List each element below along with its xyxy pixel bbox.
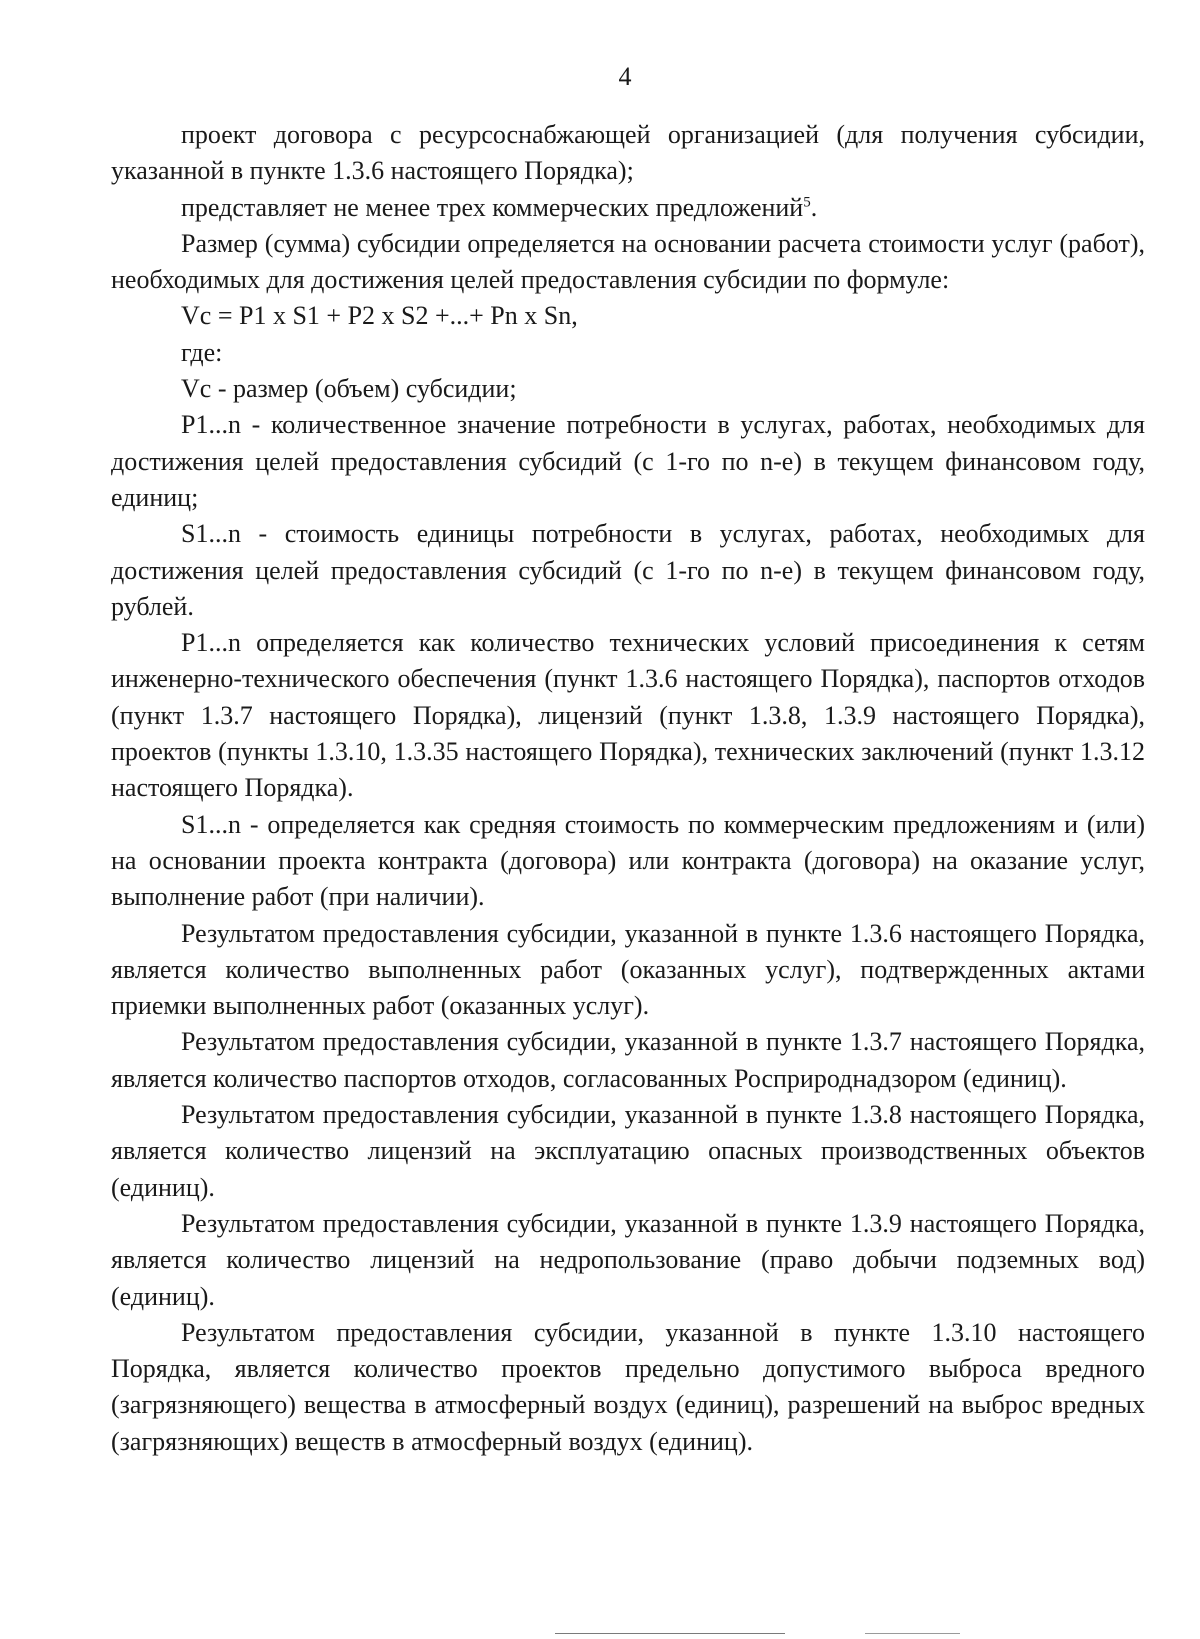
definition-s: S1...n - стоимость единицы потребности в услугах, работах, необходимых для достижения целей предоставления субсидий (с 1-го по n-е) в текущем финансовом году, рублей. <box>111 519 1145 621</box>
paragraph-where: где: <box>181 337 223 367</box>
definition-p: P1...n - количественное значение потребности в услугах, работах, необходимых для достижения целей предоставления субсидий (с 1-го по n-е) в текущем финансовом году, единиц; <box>111 410 1145 512</box>
commercial-offers-text: представляет не менее трех коммерческих предложений <box>181 192 804 222</box>
document-body <box>111 117 1145 1460</box>
definition-vc: Vc - размер (объем) субсидии; <box>181 374 517 404</box>
paragraph-result-1-3-8: Результатом предоставления субсидии, указанной в пункте 1.3.8 настоящего Порядка, является количество лицензий на эксплуатацию опасных производственных объектов (единиц). <box>111 1100 1145 1202</box>
paragraph-commercial-offers <box>111 190 1145 226</box>
paragraph-s-determination: S1...n - определяется как средняя стоимость по коммерческим предложениям и (или) на основании проекта контракта (договора) или контракта (договора) на оказание услуг, выполнение работ (при наличии). <box>111 809 1145 912</box>
page-number: 4 <box>618 62 632 91</box>
paragraph-result-1-3-7: Результатом предоставления субсидии, указанной в пункте 1.3.7 настоящего Порядка, является количество паспортов отходов, согласованных Росприроднадзором (единиц). <box>111 1027 1145 1093</box>
footnote-separator <box>555 1633 785 1634</box>
paragraph-result-1-3-9: Результатом предоставления субсидии, указанной в пункте 1.3.9 настоящего Порядка, является количество лицензий на недропользование (право добычи подземных вод) (единиц). <box>111 1208 1145 1311</box>
footnote-reference[interactable]: 5 <box>803 193 811 210</box>
footnote-separator-segment <box>865 1633 960 1634</box>
paragraph-result-1-3-10: Результатом предоставления субсидии, указанной в пункте 1.3.10 настоящего Порядка, является количество проектов предельно допустимого выброса вредного (загрязняющего) вещества в атмосферный воздух (единиц), разрешений на выброс вредных (загрязняющих) веществ в атмосферный воздух (единиц). <box>111 1317 1145 1456</box>
paragraph-subsidy-size: Размер (сумма) субсидии определяется на основании расчета стоимости услуг (работ), необходимых для достижения целей предоставления субсидии по формуле: <box>111 228 1145 295</box>
commercial-offers-period: . <box>810 192 818 222</box>
formula: Vc = P1 x S1 + P2 x S2 +...+ Pn x Sn, <box>181 301 578 331</box>
paragraph-result-1-3-6: Результатом предоставления субсидии, указанной в пункте 1.3.6 настоящего Порядка, является количество выполненных работ (оказанных услуг), подтвержденных актами приемки выполненных работ (оказанных услуг). <box>111 918 1145 1021</box>
paragraph-contract-draft: проект договора с ресурсоснабжающей организацией (для получения субсидии, указанной в пункте 1.3.6 настоящего Порядка); <box>111 120 1145 186</box>
paragraph-p-determination: P1...n определяется как количество технических условий присоединения к сетям инженерно-технического обеспечения (пункт 1.3.6 настоящего Порядка), паспортов отходов (пункт 1.3.7 настоящего Порядка), лицензий (пункт 1.3.8, 1.3.9 настоящего Порядка), проектов (пункты 1.3.10, 1.3.35 настоящего Порядка), технических заключений (пункт 1.3.12 настоящего Порядка). <box>111 628 1145 803</box>
